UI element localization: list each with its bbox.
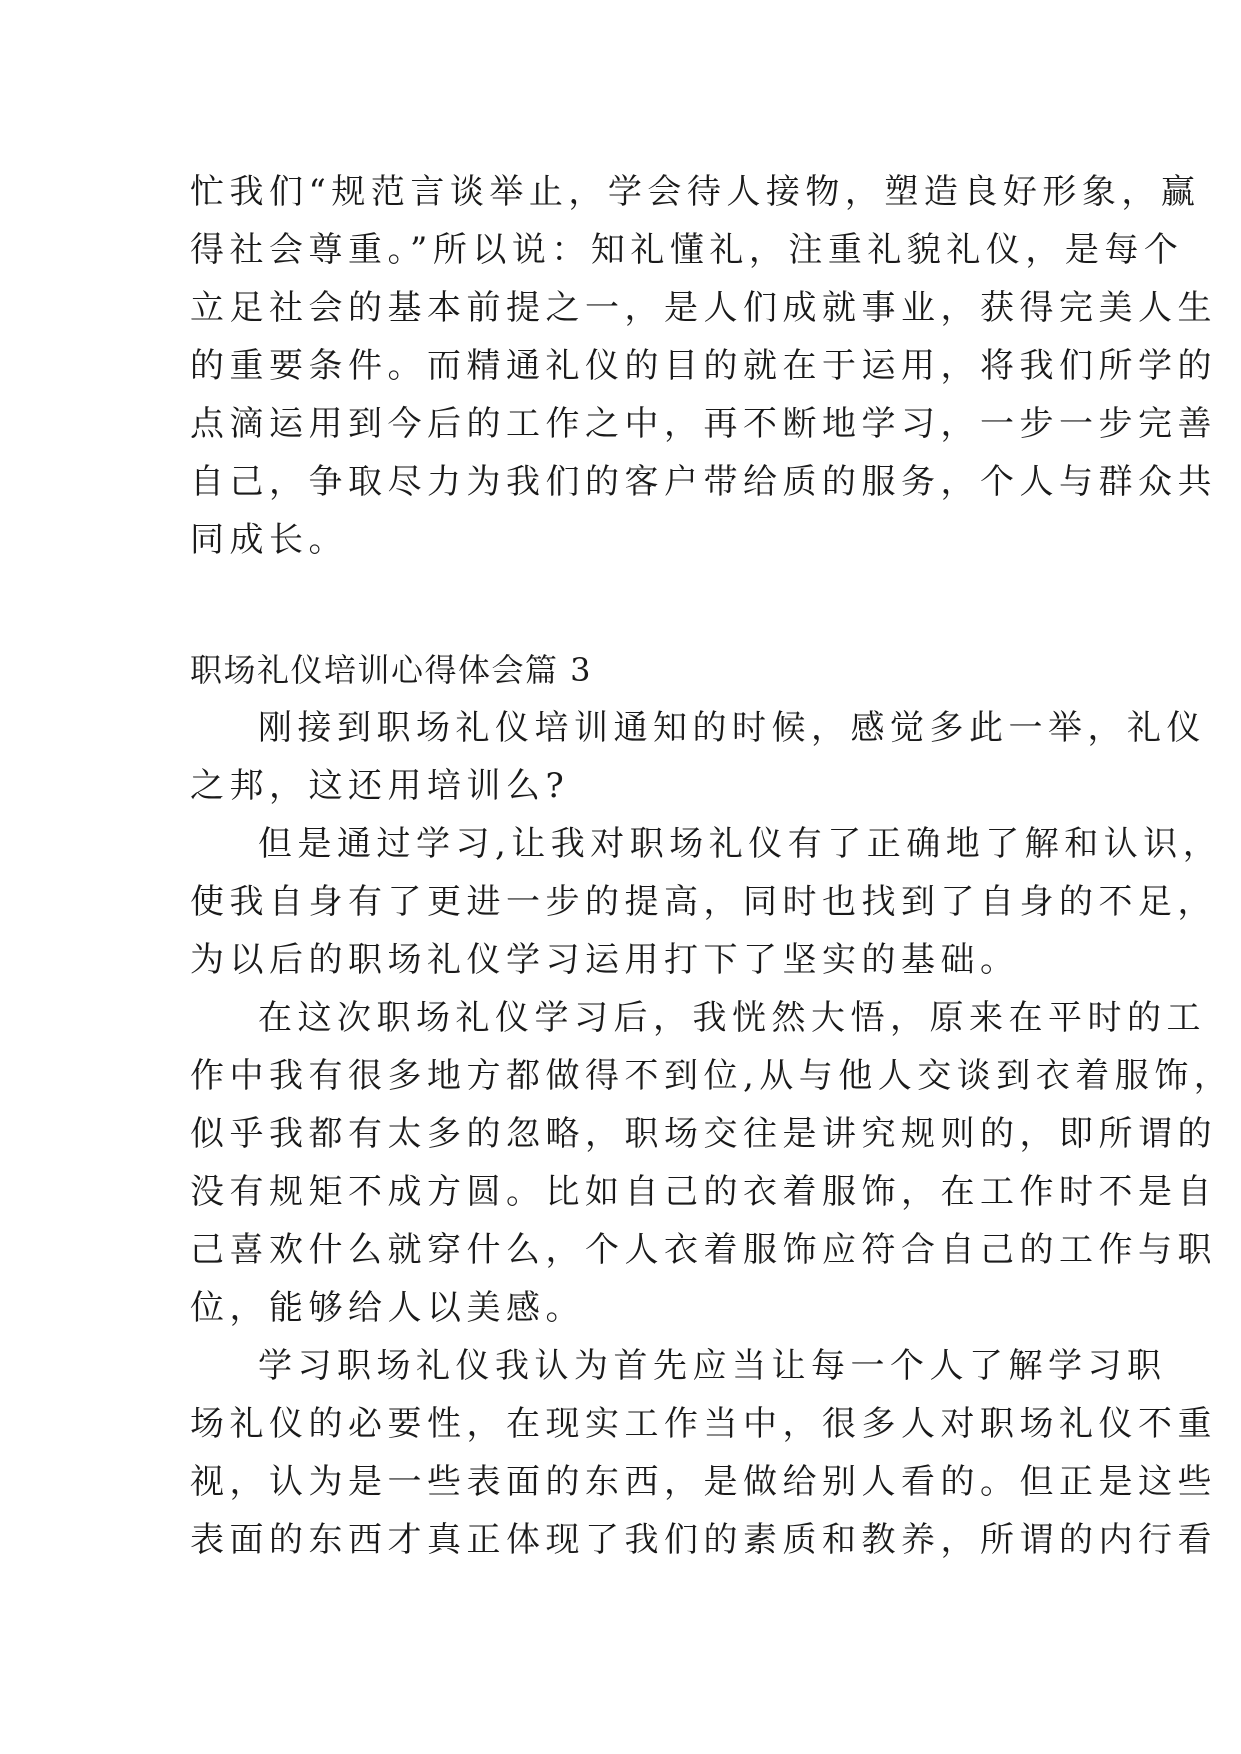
text-line: 在这次职场礼仪学习后，我恍然大悟，原来在平时的工 [258, 998, 1206, 1038]
text-line: 学习职场礼仪我认为首先应当让每一个人了解学习职 [258, 1346, 1167, 1386]
text-line: 刚接到职场礼仪培训通知的时候，感觉多此一举，礼仪 [258, 708, 1206, 748]
text-line: 位，能够给人以美感。 [190, 1288, 585, 1328]
text-line: 立足社会的基本前提之一，是人们成就事业，获得完美人生 [190, 288, 1217, 328]
section-heading: 职场礼仪培训心得体会篇 3 [190, 651, 593, 689]
text-line: 之邦，这还用培训么? [190, 766, 570, 806]
paragraph-2 [190, 815, 1223, 989]
text-line: 己喜欢什么就穿什么，个人衣着服饰应符合自己的工作与职 [190, 1230, 1217, 1270]
text-line: 使我自身有了更进一步的提高，同时也找到了自身的不足， [190, 882, 1217, 922]
text-line: 视，认为是一些表面的东西，是做给别人看的。但正是这些 [190, 1462, 1217, 1502]
paragraph-3 [190, 989, 1234, 1337]
document-page [190, 163, 1234, 1569]
continued-paragraph [190, 163, 1217, 569]
text-line: 场礼仪的必要性，在现实工作当中，很多人对职场礼仪不重 [190, 1404, 1217, 1444]
text-line: 作中我有很多地方都做得不到位,从与他人交谈到衣着服饰， [190, 1056, 1234, 1096]
text-line: 似乎我都有太多的忽略，职场交往是讲究规则的，即所谓的 [190, 1114, 1217, 1154]
paragraph-1 [190, 699, 1206, 815]
section-gap [190, 569, 1060, 641]
text-line: 同成长。 [190, 520, 348, 560]
paragraph-4 [190, 1337, 1217, 1569]
text-line: 忙我们“规范言谈举止，学会待人接物，塑造良好形象，赢 [190, 172, 1201, 212]
text-line: 没有规矩不成方圆。比如自己的衣着服饰，在工作时不是自 [190, 1172, 1217, 1212]
text-line: 为以后的职场礼仪学习运用打下了坚实的基础。 [190, 940, 1020, 980]
text-line: 得社会尊重。”所以说：知礼懂礼，注重礼貌礼仪，是每个 [190, 230, 1184, 270]
text-line: 点滴运用到今后的工作之中，再不断地学习，一步一步完善 [190, 404, 1217, 444]
text-line: 表面的东西才真正体现了我们的素质和教养，所谓的内行看 [190, 1520, 1217, 1560]
text-line: 自己，争取尽力为我们的客户带给质的服务，个人与群众共 [190, 462, 1217, 502]
text-line: 的重要条件。而精通礼仪的目的就在于运用，将我们所学的 [190, 346, 1217, 386]
text-line: 但是通过学习,让我对职场礼仪有了正确地了解和认识， [258, 824, 1223, 864]
